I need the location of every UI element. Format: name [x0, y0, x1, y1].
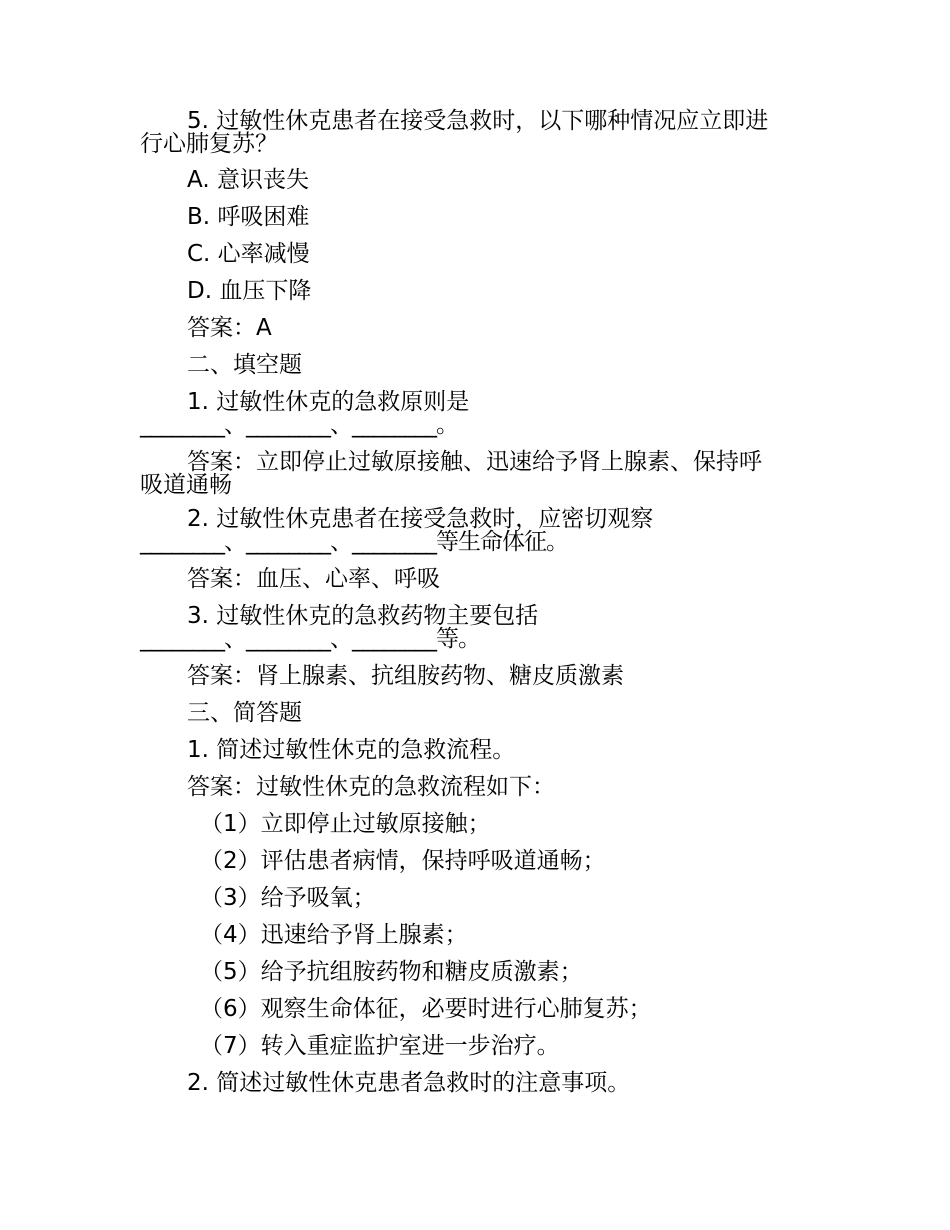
fill-question-1 — [140, 391, 820, 437]
short-question-1: 1. 简述过敏性休克的急救流程。 — [187, 737, 516, 763]
answer-step-6: （6）观察生命体征，必要时进行心肺复苏； — [200, 996, 652, 1022]
option-d: D. 血压下降 — [187, 278, 312, 304]
fill-question-1-answer-line-1: 答案：立即停止过敏原接触、迅速给予肾上腺素、保持呼 — [187, 449, 762, 475]
fill-question-3-blanks: ________、________、________等。 — [140, 626, 480, 652]
option-c: C. 心率减慢 — [187, 241, 310, 267]
fill-question-3 — [140, 605, 820, 651]
answer-step-2: （2）评估患者病情，保持呼吸道通畅； — [200, 848, 606, 874]
answer-step-5: （5）给予抗组胺药物和糖皮质激素； — [200, 959, 583, 985]
fill-question-2-blanks: ________、________、________等生命体征。 — [140, 529, 568, 555]
short-question-2: 2. 简述过敏性休克患者急救时的注意事项。 — [187, 1070, 631, 1096]
fill-question-1-answer — [140, 451, 820, 497]
fill-question-2-line-1: 2. 过敏性休克患者在接受急救时，应密切观察 — [187, 506, 654, 532]
section-short-answer-title: 三、简答题 — [187, 700, 302, 726]
fill-question-1-line-1: 1. 过敏性休克的急救原则是 — [187, 389, 470, 415]
fill-question-2 — [140, 508, 820, 554]
fill-question-3-answer: 答案：肾上腺素、抗组胺药物、糖皮质激素 — [187, 663, 624, 689]
fill-question-3-line-1: 3. 过敏性休克的急救药物主要包括 — [187, 603, 539, 629]
short-question-1-answer-intro: 答案：过敏性休克的急救流程如下： — [187, 774, 555, 800]
section-fill-in-title: 二、填空题 — [187, 352, 302, 378]
option-b: B. 呼吸困难 — [187, 204, 310, 230]
answer-step-7: （7）转入重症监护室进一步治疗。 — [200, 1033, 560, 1059]
question-5-line-1: 5. 过敏性休克患者在接受急救时，以下哪种情况应立即进 — [187, 108, 769, 134]
question-5-line-2: 行心肺复苏？ — [140, 131, 278, 157]
fill-question-1-answer-line-2: 吸道通畅 — [140, 472, 232, 498]
fill-question-2-answer: 答案：血压、心率、呼吸 — [187, 566, 440, 592]
question-5-answer: 答案：A — [187, 315, 272, 341]
fill-question-1-blanks: ________、________、________。 — [140, 412, 458, 438]
answer-step-1: （1）立即停止过敏原接触； — [200, 811, 491, 837]
question-5 — [140, 110, 820, 156]
option-a: A. 意识丧失 — [187, 167, 309, 193]
answer-step-3: （3）给予吸氧； — [200, 885, 376, 911]
answer-step-4: （4）迅速给予肾上腺素； — [200, 922, 468, 948]
